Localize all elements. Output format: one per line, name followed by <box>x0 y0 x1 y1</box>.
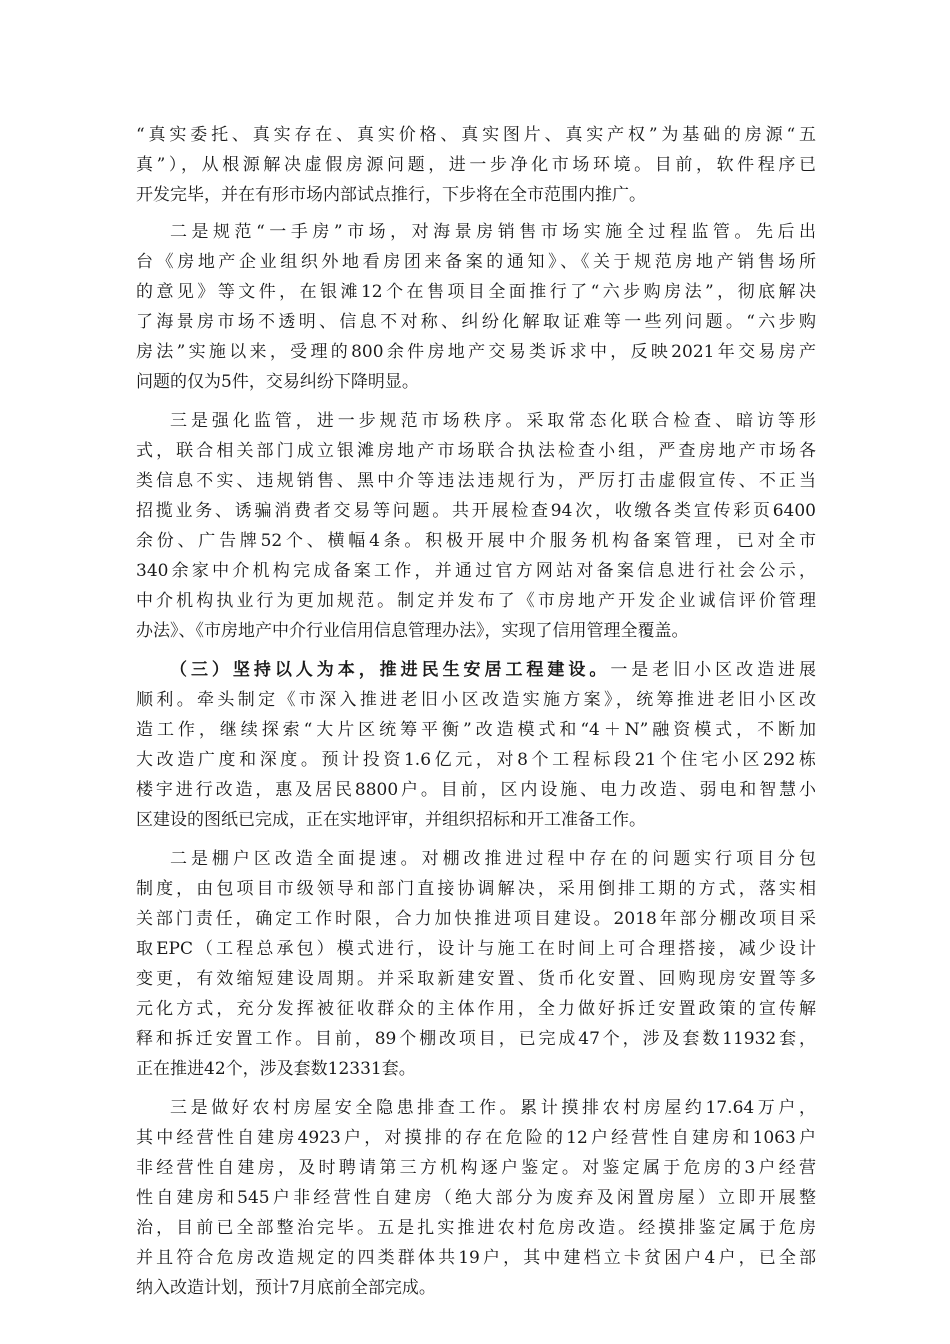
heading-line <box>170 659 816 681</box>
text-line: 元化方式，充分发挥被征收群众的主体作用，全力做好拆迁安置政策的宣传解 <box>136 999 816 1019</box>
text-line: 区建设的图纸已完成，正在实地评审，并组织招标和开工准备工作。 <box>136 810 646 830</box>
text-run: 一是老旧小区改造进展 <box>610 660 817 680</box>
text-line: 真”），从根源解决虚假房源问题，进一步净化市场环境。目前，软件程序已 <box>136 155 816 175</box>
text-line: 并且符合危房改造规定的四类群体共19户，其中建档立卡贫困户4户，已全部 <box>136 1248 816 1268</box>
text-line: 中介机构执业行为更加规范。制定并发布了《市房地产开发企业诚信评价管理 <box>136 591 816 611</box>
text-line: 造工作，继续探索“大片区统筹平衡”改造模式和“4＋N”融资模式，不断加 <box>136 720 816 740</box>
text-line: 变更，有效缩短建设周期。并采取新建安置、货币化安置、回购现房安置等多 <box>136 969 816 989</box>
text-line: 三是做好农村房屋安全隐患排查工作。累计摸排农村房屋约17.64万户， <box>170 1098 816 1118</box>
text-line: 制度，由包项目市级领导和部门直接协调解决，采用倒排工期的方式，落实相 <box>136 879 816 899</box>
text-line: 关部门责任，确定工作时限，合力加快推进项目建设。2018年部分棚改项目采 <box>136 909 816 929</box>
text-line: 类信息不实、违规销售、黑中介等违法违规行为，严厉打击虚假宣传、不正当 <box>136 471 816 491</box>
text-line: 了海景房市场不透明、信息不对称、纠纷化解取证难等一些列问题。“六步购 <box>136 312 816 332</box>
text-line: 二是规范“一手房”市场，对海景房销售市场实施全过程监管。先后出 <box>170 222 816 242</box>
text-line: 大改造广度和深度。预计投资1.6亿元，对8个工程标段21个住宅小区292栋 <box>136 750 816 770</box>
text-line: 释和拆迁安置工作。目前，89个棚改项目，已完成47个，涉及套数11932套， <box>136 1029 816 1049</box>
text-line: 340余家中介机构完成备案工作，并通过官方网站对备案信息进行社会公示， <box>136 561 816 581</box>
text-line: “真实委托、真实存在、真实价格、真实图片、真实产权”为基础的房源“五 <box>136 125 816 145</box>
text-line: 式，联合相关部门成立银滩房地产市场联合执法检查小组，严查房地产市场各 <box>136 441 816 461</box>
text-line: 问题的仅为5件，交易纠纷下降明显。 <box>136 372 419 392</box>
text-line: 纳入改造计划，预计7月底前全部完成。 <box>136 1278 436 1298</box>
text-line: 楼宇进行改造，惠及居民8800户。目前，区内设施、电力改造、弱电和智慧小 <box>136 780 816 800</box>
text-line: 开发完毕，并在有形市场内部试点推行，下步将在全市范围内推广。 <box>136 185 646 205</box>
text-line: 办法》、《市房地产中介行业信用信息管理办法》，实现了信用管理全覆盖。 <box>136 621 689 641</box>
text-line: 治，目前已全部整治完毕。五是扎实推进农村危房改造。经摸排鉴定属于危房 <box>136 1218 816 1238</box>
text-line: 顺利。牵头制定《市深入推进老旧小区改造实施方案》，统筹推进老旧小区改 <box>136 690 816 710</box>
text-line: 台《房地产企业组织外地看房团来备案的通知》、《关于规范房地产销售场所 <box>136 252 816 272</box>
text-line: 取EPC（工程总承包）模式进行，设计与施工在时间上可合理搭接，减少设计 <box>136 939 816 959</box>
text-line: 的意见》等文件，在银滩12个在售项目全面推行了“六步购房法”，彻底解决 <box>136 282 816 302</box>
text-line: 二是棚户区改造全面提速。对棚改推进过程中存在的问题实行项目分包 <box>170 849 816 869</box>
text-line: 余份、广告牌52个、横幅4条。积极开展中介服务机构备案管理，已对全市 <box>136 531 816 551</box>
text-line: 房法”实施以来，受理的800余件房地产交易类诉求中，反映2021年交易房产 <box>136 342 816 362</box>
text-line: 非经营性自建房，及时聘请第三方机构逐户鉴定。对鉴定属于危房的3户经营 <box>136 1158 816 1178</box>
text-line: 三是强化监管，进一步规范市场秩序。采取常态化联合检查、暗访等形 <box>170 411 816 431</box>
text-line: 其中经营性自建房4923户，对摸排的存在危险的12户经营性自建房和1063户 <box>136 1128 816 1148</box>
text-line: 招揽业务、诱骗消费者交易等问题。共开展检查94次，收缴各类宣传彩页6400 <box>136 501 816 521</box>
section-heading: （三）坚持以人为本，推进民生安居工程建设。 <box>170 660 611 680</box>
text-line: 性自建房和545户非经营性自建房（绝大部分为废弃及闲置房屋）立即开展整 <box>136 1188 816 1208</box>
text-line: 正在推进42个，涉及套数12331套。 <box>136 1059 416 1079</box>
